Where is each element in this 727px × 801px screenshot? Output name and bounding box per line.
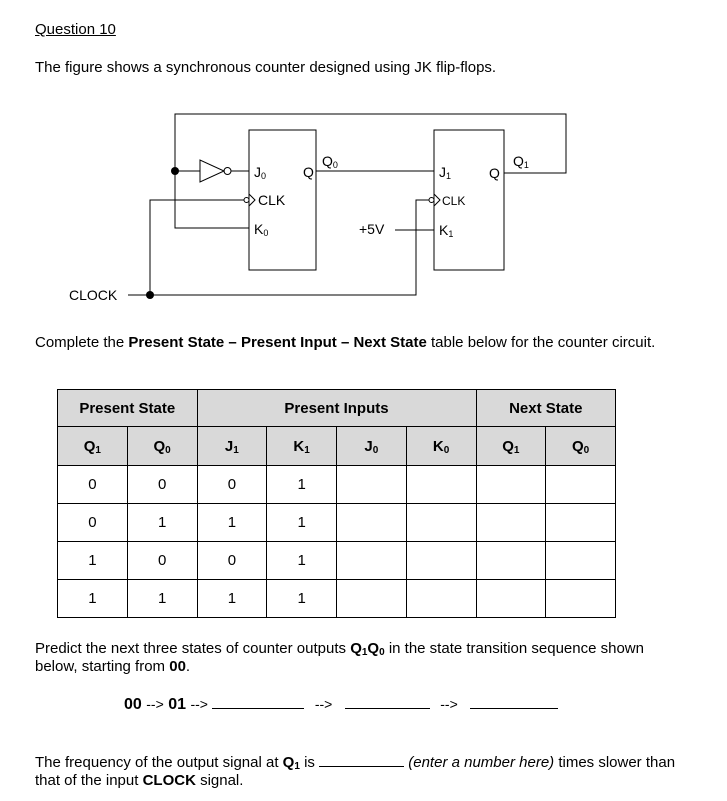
sequence-arrow: --> [440,696,458,712]
cell-j1: 0 [197,466,267,504]
cell-k0-blank[interactable] [406,466,476,504]
question-title: Question 10 [35,21,116,38]
state-table-group-header [58,390,616,427]
cell-present-q0: 0 [127,466,197,504]
cell-present-q1: 0 [58,504,128,542]
cell-next-q0-blank[interactable] [546,580,616,618]
group-next-state: Next State [476,390,616,427]
ff1-k-label: K1 [439,222,454,239]
table-instruction: Complete the Present State – Present Input – Next State table below for the counter circuit. [35,334,656,351]
cell-j0-blank[interactable] [337,504,407,542]
cell-present-q0: 1 [127,580,197,618]
q0-output-label: Q0 [322,153,338,170]
state-table [57,389,616,618]
cell-k1: 1 [267,466,337,504]
ff1-clk-label: CLK [442,194,466,208]
cell-next-q0-blank[interactable] [546,542,616,580]
ff0-k-label: K0 [254,221,269,238]
cell-present-q0: 0 [127,542,197,580]
question-intro: The figure shows a synchronous counter designed using JK flip-flops. [35,59,497,76]
cell-present-q1: 1 [58,542,128,580]
clk1-bubble [429,198,434,203]
clock-label: CLOCK [69,287,118,303]
ff0-j-label: J0 [254,164,267,181]
cell-next-q1-blank[interactable] [476,504,546,542]
sequence-arrow: --> [146,696,164,712]
cell-k0-blank[interactable] [406,504,476,542]
sequence-state-2: 01 [168,696,186,713]
frequency-answer-blank[interactable] [319,752,404,767]
group-present-inputs: Present Inputs [197,390,476,427]
table-row [58,466,616,504]
state-table-column-header [58,427,616,466]
ff1-j-label: J1 [439,164,452,181]
col-next-q1: $Q_1$ [476,427,546,466]
sequence-arrow: --> [314,696,333,712]
junction-dot-clock [146,291,154,299]
clock-wire-ff1 [150,200,429,295]
cell-j1: 0 [197,542,267,580]
cell-next-q1-blank[interactable] [476,580,546,618]
cell-k0-blank[interactable] [406,580,476,618]
cell-next-q0-blank[interactable] [546,466,616,504]
cell-present-q1: 1 [58,580,128,618]
clock-wire-ff0 [150,200,244,295]
supply-label: +5V [359,221,385,237]
col-present-q0: $Q_0$ [127,427,197,466]
sequence-arrow: --> [190,696,208,712]
sequence-blank-2[interactable] [345,694,430,709]
ff0-clk-label: CLK [258,192,286,208]
sequence-state-1: 00 [124,696,142,713]
cell-k1: 1 [267,542,337,580]
col-j1: $J_1$ [197,427,267,466]
ff0-q-label: Q [303,164,314,180]
cell-j1: 1 [197,580,267,618]
col-next-q0: $Q_0$ [546,427,616,466]
cell-k0-blank[interactable] [406,542,476,580]
counter-circuit-diagram [0,0,727,320]
q1-output-label: Q1 [513,153,529,170]
clk0-triangle [249,194,255,206]
cell-j0-blank[interactable] [337,580,407,618]
cell-next-q1-blank[interactable] [476,542,546,580]
table-row [58,504,616,542]
sequence-blank-1[interactable] [212,694,304,709]
sequence-blank-3[interactable] [470,694,558,709]
col-k1: $K_1$ [267,427,337,466]
inverter-symbol [200,160,224,182]
cell-k1: 1 [267,580,337,618]
col-present-q1: $Q_1$ [58,427,128,466]
state-sequence [124,694,558,714]
frequency-hint: (enter a number here) [408,754,555,771]
clk0-bubble [244,198,249,203]
group-present-state: Present State [58,390,198,427]
junction-dot-feedback [171,167,179,175]
ff1-q-label: Q [489,165,500,181]
col-k0: $K_0$ [406,427,476,466]
table-row [58,580,616,618]
cell-j1: 1 [197,504,267,542]
clk1-triangle [434,194,440,206]
table-row [58,542,616,580]
cell-j0-blank[interactable] [337,466,407,504]
cell-present-q1: 0 [58,466,128,504]
cell-k1: 1 [267,504,337,542]
frequency-question: The frequency of the output signal at $Q_1$ is (enter a number here) times slower than that of the input CLOCK signal. [35,754,676,789]
cell-j0-blank[interactable] [337,542,407,580]
prediction-instruction: Predict the next three states of counter outputs $Q_1Q_0$ in the state transition sequence shown below, starting from 00. [35,640,644,675]
cell-next-q1-blank[interactable] [476,466,546,504]
cell-next-q0-blank[interactable] [546,504,616,542]
col-j0: $J_0$ [337,427,407,466]
cell-present-q0: 1 [127,504,197,542]
